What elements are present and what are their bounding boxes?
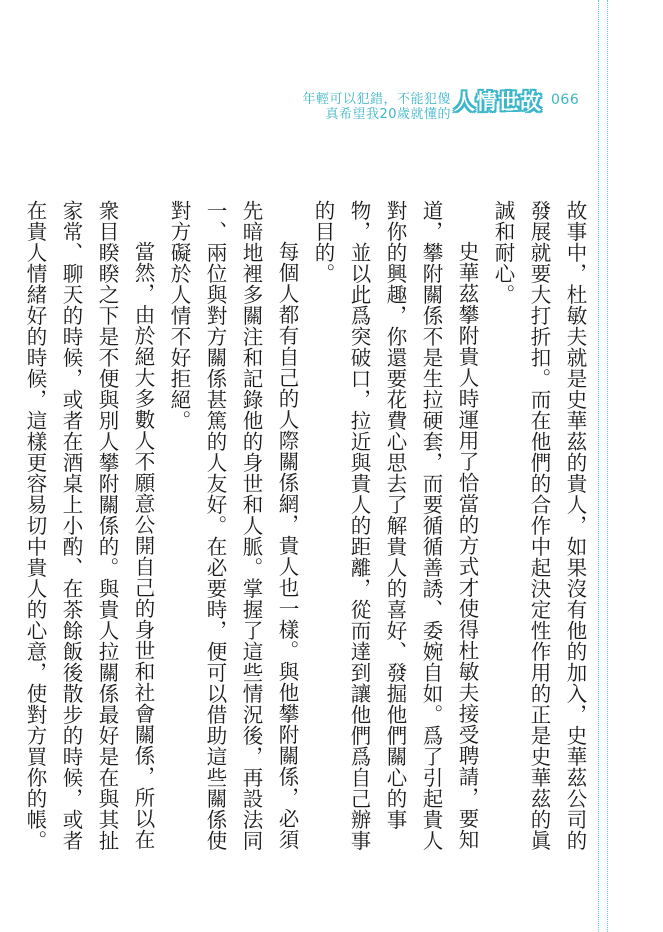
page-number: 066 (551, 92, 580, 108)
running-header-title: 人情世故 (452, 86, 544, 116)
margin-rule (607, 0, 608, 932)
margin-rule (598, 0, 599, 932)
paragraph: 當然，由於絕大多數人不願意公開自己的身世和社會關係，所以在衆目睽睽之下是不便與別人攀附關係的。與貴人拉關係最好是在與其扯家常、聊天的時候，或者在酒桌上小酌、在茶餘飯後散步的時候，或者在貴人情緒好的時候，這樣更容易切中貴人的心意，使對方買你的帳。 (23, 200, 155, 851)
body-text (17, 200, 593, 860)
paragraph: 故事中，杜敏夫就是史華茲的貴人，如果沒有他的加入，史華茲公司的發展就要大打折扣。而在他們的合作中起決定性作用的正是史華茲的眞誠和耐心。 (491, 200, 587, 851)
running-header-subtitle (302, 92, 451, 122)
subtitle-line-2: 真希望我20歲就懂的 (325, 107, 451, 122)
subtitle-line-1: 年輕可以犯錯，不能犯傻 (302, 92, 451, 107)
paragraph: 每個人都有自己的人際關係網，貴人也一樣。與他攀附關係，必須先暗地裡多關注和記錄他的身世和人脈。掌握了這些情況後，再設法同一、兩位與對方關係甚篤的人友好。在必要時，便可以借助這些關係使對方礙於人情不好拒絕。 (167, 200, 299, 851)
paragraph: 史華茲攀附貴人時運用了恰當的方式才使得杜敏夫接受聘請，要知道，攀附關係不是生拉硬套，而要循循善誘、委婉自如。爲了引起貴人對你的興趣，你還要花費心思去了解貴人的喜好、發掘他們關心的事物，並以此爲突破口，拉近與貴人的距離，從而達到讓他們爲自己辦事的目的。 (311, 200, 479, 851)
